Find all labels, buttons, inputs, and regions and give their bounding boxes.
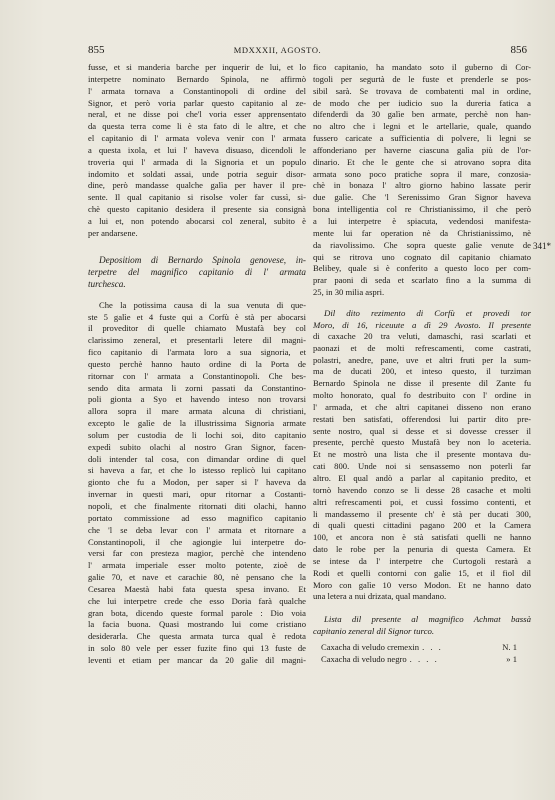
text-line: presente, perchè questo Mustafà bey non lo aceteria.: [313, 437, 531, 448]
text-line: turchesca.: [88, 278, 126, 289]
text-line: l' armata tornava a Constantinopoli di ordine del: [88, 85, 306, 96]
list-item: [313, 653, 531, 665]
text-line: capitanio zeneral dil Signor turco.: [313, 626, 435, 637]
text-line: indomito et soldati assai, unde potria seguir disor-: [88, 168, 306, 179]
text-line: galie 70, et nave et carachie 80, nè pensano che la: [88, 572, 306, 583]
text-line: Depositiom di Bernardo Spinola genovese, in-: [99, 254, 306, 265]
text-line: che 'l se deba levar con l' armata et ritornare a: [88, 524, 306, 535]
text-line: sente. Il qual capitanio si risolse voler far cussì, si-: [88, 192, 306, 203]
leader-dots: . . . .: [409, 654, 439, 665]
text-line: versi far con presteza magior, perchè che intendeno: [88, 548, 306, 559]
text-line: el capitanio di l' armata voleva venir con l' armata: [88, 133, 306, 144]
list-item: [313, 641, 531, 653]
text-line: gionto che fu a Modon, per saper si l' haveva da: [88, 477, 306, 488]
text-line: neral, et ne disse poi che'l voria esser apprensentato: [88, 109, 306, 120]
text-line: cati 800. Unde noi si sensassemo non poterli far: [313, 461, 531, 472]
section-heading: [88, 254, 306, 290]
text-line: sendo dita armata li zorni passati da Constantino-: [88, 382, 306, 393]
text-line: doli intender tal cosa, con dimandar ordine di quel: [88, 453, 306, 464]
text-line: gran bota, dicendo queste formal parole : Dio voia: [88, 607, 306, 618]
text-line: fussero caricate a sufficientia di polvere, li legni se: [313, 133, 531, 144]
text-line: a lui et, non potendo abocarsi col zeneral, subito è: [88, 215, 306, 226]
text-line: chè in bonaza l' altro giorno habino lassate perir: [313, 180, 531, 191]
list-item-quantity: » 1: [506, 654, 517, 665]
text-line: si haveva a far, et che lo istesso replicò lui capitano: [88, 465, 306, 476]
text-line: se intese da l' interpetre che Curtogoli restarà a: [313, 555, 531, 566]
text-line: no altro che i legni et le artellarie, quale, quando: [313, 121, 531, 132]
text-line: una letera a nui drizata, qual mandano.: [313, 591, 447, 602]
text-line: 25, in 30 milia aspri.: [313, 287, 385, 298]
text-line: terpetre del magnifico capitanio di l' armata: [88, 266, 306, 277]
text-line: Cesarea Maestà habi fata questa spesa invano. Et: [88, 583, 306, 594]
text-line: Signor, et però voria parlar questo capitanio al ze-: [88, 97, 306, 108]
text-line: fusse, et si manderia barche per inquerir de lui, et lo: [88, 62, 306, 72]
text-line: altro. El qual andò a parlar al capitanio predito, et: [313, 473, 531, 483]
text-line: troveria qui l' armada di la Signoria et un populo: [88, 156, 306, 167]
text-line: prar paoni di seda et scarlato fino a la summa di: [313, 275, 531, 286]
text-line: Bernardo Spinola ne disse il presente dil Zante fu: [313, 378, 531, 389]
page-header: [0, 44, 555, 58]
text-line: Rodi et quelli contorni con galìe 15, et il fiol dil: [313, 567, 531, 578]
text-line: Dil dito rezimento di Corfù et provedi tor: [324, 307, 531, 318]
section-heading: [313, 307, 531, 331]
text-line: dinario. Et che le gente che si atrovano sopra dita: [313, 156, 531, 167]
text-line: ritornar con l' armata a Constantinopoli. Che bes-: [88, 370, 306, 381]
text-line: dato le robe per la penuria di questa Camera. Et: [313, 544, 531, 555]
text-line: difenderdi da 30 galìe ben armate, perchè non han-: [313, 109, 531, 120]
list-item-quantity: N. 1: [502, 642, 517, 653]
text-line: portato commissione ad esso magnifico capitanio: [88, 512, 306, 523]
text-line: li mandassemo il presente ch' è stà per ducati 300,: [313, 508, 531, 519]
text-line: molto honorato, qual fo destribuito con l' ordine in: [313, 390, 531, 401]
text-line: a lui interpetre è spiacuta, vedendosi manifesta-: [313, 215, 531, 226]
list-item-label: Caxacha di veludo cremexin: [321, 642, 420, 653]
text-line: Che la potissima causa di la sua venuta di que-: [99, 299, 306, 310]
text-line: allora sopra il mare armata alcuna di christiani,: [88, 406, 306, 417]
text-line: expedì subito olachi al nostro Gran Signor, facen-: [88, 441, 306, 452]
text-line: interpetre nominato Bernardo Spinola, ne affirmò: [88, 73, 306, 84]
text-line: Et ne mostrò una lista che il presente montava du-: [313, 449, 531, 460]
page-number-left: 855: [88, 44, 105, 56]
text-line: questo perchè hanno hauto ordine di la Porta de: [88, 358, 306, 369]
text-line: di quali questi cittadini pagano 200 et la Camera: [313, 520, 531, 531]
text-line: due galìe. Che 'l Serenissimo Gran Signor haveva: [313, 192, 531, 203]
text-line: paonazi et de molti refrescamenti, come castrati,: [313, 342, 531, 353]
text-line: clarissimo zeneral, et presentarli letere dil magni-: [88, 335, 306, 346]
text-line: sente nostro, qual si desse et si dovesse cresser il: [313, 425, 531, 436]
page-number-right: 856: [510, 44, 527, 56]
text-line: di caxache 20 tra veluti, damaschi, rasi scarlati et: [313, 330, 531, 341]
text-line: a questa ixola, et lui l' haveva disuaso, dicendoli le: [88, 144, 306, 155]
paragraph: [88, 300, 306, 667]
text-line: in solo 80 vele per esser fuzite fino qui 13 fuste de: [88, 643, 306, 654]
text-line: desiderarla. Che questa armata turca qual è redota: [88, 631, 306, 642]
text-line: ste 5 galìe et 4 fuste qui a Corfù è stà per abocarsi: [88, 311, 306, 322]
text-line: restati ben satisfati, offerendosi lui partir dito pre-: [313, 413, 531, 424]
text-line: poli gionta a Syo et havendo inteso non trovarsi: [88, 394, 306, 405]
text-line: armata sono poco pratiche sopra il mare, conzosia-: [313, 168, 531, 179]
text-line: solum per custodia de li lochi soi, dito capitanio: [88, 429, 306, 440]
text-line: fico capitanio di l'armata loro a sua signoria, et: [88, 347, 306, 358]
right-column: [313, 62, 531, 665]
leader-dots: . . .: [422, 642, 443, 653]
text-line: da riavolissimo. Che sopra queste galìe venute de: [313, 239, 531, 250]
text-line: ma de ducati 200, et inteso questo, il turziman: [313, 366, 531, 377]
text-line: la facia buona. Quasi mostrando lui come cristiano: [88, 619, 306, 630]
text-line: fico capitanio, ha mandato soto il guberno di Cor-: [313, 62, 531, 72]
text-line: mente lui far operation nè da Christianissimo, nè: [313, 227, 531, 238]
paragraph: [313, 331, 531, 603]
text-line: il proveditor di quelle chiamato Mustafà bey col: [88, 323, 306, 334]
text-line: Moro con galìe 10 verso Modon. Et ne hanno dato: [313, 579, 531, 590]
text-line: togoli per segurtà de le fuste et prenderle se pos-: [313, 73, 531, 84]
text-line: Moro, di 16, riceuute a dì 29 Avosto. Il presente: [313, 319, 531, 330]
text-line: leventi et etiam per mancar da 20 galìe dil magni-: [88, 654, 306, 665]
text-line: per andarsene.: [88, 227, 138, 238]
text-line: de modo che per iudicio suo la dureria fatica a: [313, 97, 531, 108]
running-title: MDXXXII, AGOSTO.: [233, 45, 322, 55]
text-line: qui se ritrova uno cognato dil capitanio chiamato: [313, 251, 531, 262]
text-line: chè questo capitanio desidera il presente sia consignà: [88, 204, 306, 215]
text-line: nopoli, et che finalmente ritornati diti olachi, hanno: [88, 501, 306, 511]
paragraph: [313, 62, 531, 299]
paragraph: [88, 62, 306, 240]
text-line: tornò havendo conzo se li desse 28 casache et molti: [313, 484, 531, 495]
text-line: dine, però mandasse qualche galìa per haver il pre-: [88, 180, 306, 191]
text-line: l' armada, et che altri capitanei dissenо non erano: [313, 401, 531, 412]
text-line: 100, et ancora non è stà satisfati quelli ne hanno: [313, 532, 531, 543]
text-line: da questa terra come li è sta fato di le altre, et che: [88, 121, 306, 132]
section-heading: [313, 613, 531, 637]
text-line: invernar in questi mari, opur ritornar a Costanti-: [88, 489, 306, 500]
text-line: Constantinopoli, il che agiongie lui interpetre do-: [88, 536, 306, 547]
text-line: l' armata imperiale esser molto potente, zioè de: [88, 560, 306, 571]
text-line: affonderiano per haverne ciascuna galìa più de l'or-: [313, 144, 531, 155]
list: [313, 641, 531, 665]
text-line: Lista dil presente al magnifico Achmat bassà: [324, 614, 531, 625]
text-line: excepto le galìe de la illustrissima Signoria armate: [88, 418, 306, 429]
text-line: che lui interpetre crede che esso Doria farà qualche: [88, 595, 306, 606]
text-line: polastri, anedre, pane, uve et altri fruti per la sum-: [313, 354, 531, 365]
text-line: altri refrescamenti poi, et cussì fossimo contenti, et: [313, 496, 531, 507]
text-line: sibil sarà. Se trovava de combatenti mal in ordine,: [313, 85, 531, 96]
margin-note: 341*: [533, 241, 551, 251]
left-column: [88, 62, 306, 667]
list-item-label: Caxacha di veludo negro: [321, 654, 407, 665]
text-line: bona intelligentia col re Christianissimo, il che però: [313, 204, 531, 215]
text-line: Belibey, quale si è conferito a questo loco per com-: [313, 263, 531, 274]
